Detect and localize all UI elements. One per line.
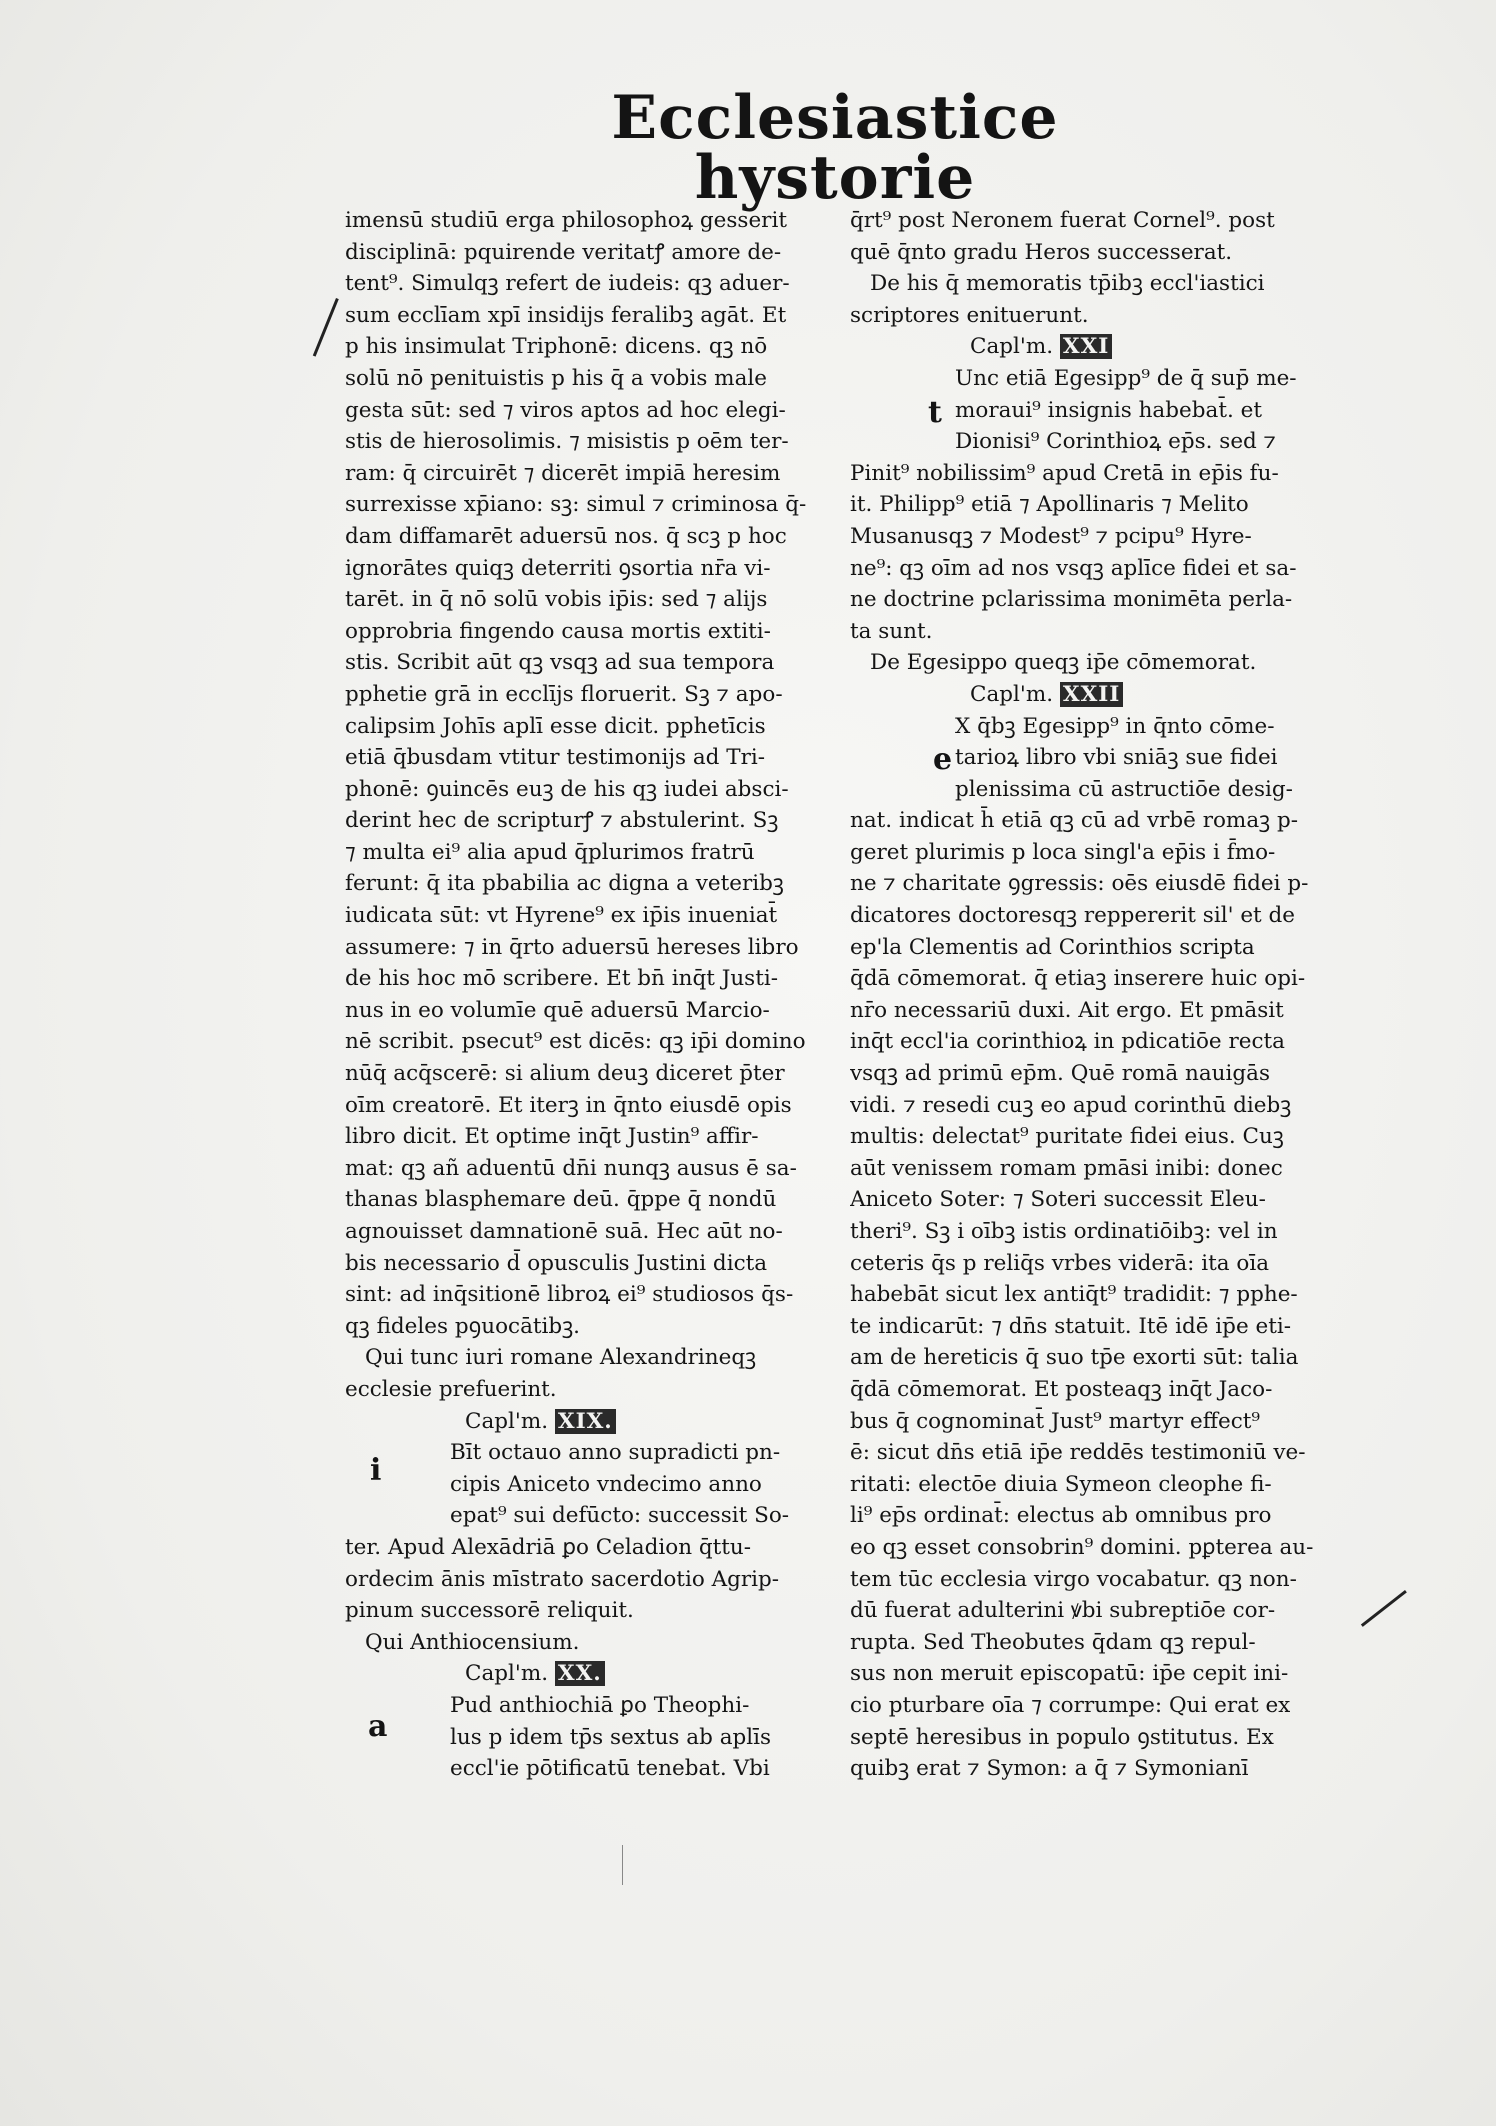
- text-line: tem tūc ecclesia virgo vocabatur. qꝫ non-: [850, 1566, 1297, 1592]
- chapter-number: XX.: [555, 1661, 605, 1686]
- text-line: ne doctrine pclarissima monimēta perla-: [850, 587, 1293, 613]
- text-line: lus p idem tp̄s sextus ab aplīs: [450, 1724, 772, 1750]
- text-line: oīm creatorē. Et iterꝫ in q̄nto eiusdē opis: [345, 1092, 792, 1118]
- text-line: q̄dā cōmemorat. Et posteaqꝫ inq̄t Jaco-: [850, 1376, 1273, 1402]
- left-heading-2: Qui Anthiocensium.: [365, 1629, 580, 1655]
- text-line: te indicarūt: ⁊ dn̄s statuit. Itē idē ip̄e eti-: [850, 1313, 1292, 1339]
- text-line: aūt venissem romam pmāsi inibi: donec: [850, 1155, 1283, 1181]
- text-line: nus in eo volumīe quē aduersū Marcio-: [345, 997, 770, 1023]
- left-initial-guide-1: i: [370, 1453, 382, 1488]
- right-heading-1: De his q̄ memoratis tp̄ibꝫ eccl'iastici: [870, 271, 1265, 297]
- text-line: sum ecclīam xpī insidijs feralibꝫ agāt. Et: [345, 302, 787, 328]
- text-line: multis: delectat⁹ puritate fidei eius. Cuꝫ: [850, 1124, 1284, 1150]
- text-line: dam diffamarēt aduersū nos. q̄ scꝫ p hoc: [345, 523, 787, 549]
- text-line: disciplinā: pquirende veritatꝭ amore de-: [345, 239, 782, 265]
- text-line: vidi. ⁊ resedi cuꝫ eo apud corinthū diebꝫ: [850, 1092, 1292, 1118]
- text-line: solū nō penituistis p his q̄ a vobis male: [345, 365, 767, 391]
- chapter-label: Capl'm.: [465, 1408, 549, 1434]
- right-text-block-a: [850, 205, 1375, 268]
- text-line: agnouisset damnationē suā. Hec aūt no-: [345, 1219, 783, 1244]
- text-line: Dionisi⁹ Corinthioꝝ ep̄s. sed ⁊: [955, 429, 1276, 455]
- text-line: nūq̄ acq̄scerē: si alium deuꝫ diceret p̄ter: [345, 1061, 785, 1087]
- text-line: ta sunt.: [850, 618, 933, 644]
- right-chapter-label-22: [850, 679, 1375, 711]
- text-line: nr̄o necessariū duxi. Ait ergo. Et pmāsit: [850, 997, 1284, 1023]
- text-line: stis. Scribit aūt qꝫ vsqꝫ ad sua tempora: [345, 650, 775, 676]
- text-line: etiā q̄busdam vtitur testimonijs ad Tri-: [345, 745, 766, 771]
- text-line: X q̄bꝫ Egesipp⁹ in q̄nto cōme-: [955, 713, 1275, 739]
- text-line: Pud anthiochiā ꝑo Theophi-: [450, 1692, 750, 1718]
- chapter-number: XXI: [1060, 334, 1112, 359]
- text-line: geret plurimis p loca singl'a ep̄is i f̄mo-: [850, 839, 1276, 865]
- text-line: moraui⁹ insignis habebat̄. et: [955, 397, 1262, 423]
- right-chapter-label-21: [850, 331, 1375, 363]
- text-line: thanas blasphemare deū. q̄ppe q̄ nondū: [345, 1187, 777, 1213]
- text-line: q̄rt⁹ post Neronem fuerat Cornel⁹. post: [850, 208, 1275, 233]
- text-line: bus q̄ cognominat̄ Just⁹ martyr effect⁹: [850, 1408, 1261, 1434]
- text-line: ne⁹: qꝫ oīm ad nos vsqꝫ aplīce fidei et sa-: [850, 555, 1297, 581]
- text-line: pphetie grā in ecclījs floruerit. Sꝫ ⁊ apo-: [345, 681, 783, 707]
- right-text-block-d: [850, 711, 1375, 806]
- text-line: derint hec de scripturꝭ ⁊ abstulerint. Sꝫ: [345, 808, 779, 834]
- chapter-label: Capl'm.: [970, 681, 1054, 707]
- text-line: imensū studiū erga philosophoꝝ gesserit: [345, 208, 787, 233]
- text-line: am de hereticis q̄ suo tp̄e exorti sūt: talia: [850, 1345, 1299, 1371]
- text-line: Bīt octauo anno supradicti pn-: [450, 1440, 781, 1466]
- text-line: habebāt sicut lex antiq̄t⁹ tradidit: ⁊ pphe-: [850, 1282, 1298, 1308]
- text-line: Musanusqꝫ ⁊ Modest⁹ ⁊ pcipu⁹ Hyre-: [850, 523, 1252, 549]
- text-line: ne ⁊ charitate ꝯgressis: oēs eiusdē fidei p-: [850, 871, 1309, 897]
- text-line: calipsim Johīs aplī esse dicit. pphetīcis: [345, 713, 766, 739]
- text-line: bis necessario d̄ opusculis Justini dicta: [345, 1250, 768, 1276]
- text-line: tarēt. in q̄ nō solū vobis ip̄is: sed ⁊ alijs: [345, 587, 768, 613]
- text-line: Unc etiā Egesipp⁹ de q̄ sup̄ me-: [955, 365, 1297, 391]
- text-line: ē: sicut dn̄s etiā ip̄e reddēs testimoniū ve-: [850, 1440, 1306, 1466]
- text-line: dū fuerat adulterini ꝟbi subreptiōe cor-: [850, 1598, 1276, 1624]
- text-line: mat: qꝫ añ aduentū dn̄i nunqꝫ ausus ē sa-: [345, 1155, 797, 1181]
- text-line: ter. Apud Alexādriā ꝑo Celadion q̄ttu-: [345, 1534, 752, 1560]
- text-line: quibꝫ erat ⁊ Symon: a q̄ ⁊ Symonianī: [850, 1756, 1249, 1782]
- text-line: ferunt: q̄ ita pbabilia ac digna a veteribꝫ: [345, 871, 784, 897]
- text-line: vsqꝫ ad primū ep̄m. Quē romā nauigās: [850, 1061, 1271, 1087]
- margin-pen-mark-left: [313, 298, 339, 357]
- text-line: Pinit⁹ nobilissim⁹ apud Cretā in ep̄is fu-: [850, 460, 1279, 486]
- chapter-label: Capl'm.: [970, 334, 1054, 360]
- text-line: eo qꝫ esset consobrin⁹ domini. pꝑterea au-: [850, 1534, 1314, 1560]
- text-line: pinum successorē reliquit.: [345, 1598, 634, 1624]
- text-line: nat. indicat h̄ etiā qꝫ cū ad vrbē romaꝫ p-: [850, 808, 1298, 834]
- left-chapter-label-20: [345, 1658, 830, 1690]
- text-line: tent⁹. Simulqꝫ refert de iudeis: qꝫ aduer-: [345, 271, 790, 297]
- text-line: gesta sūt: sed ⁊ viros aptos ad hoc elegi-: [345, 397, 786, 423]
- text-line: cipis Aniceto vndecimo anno: [450, 1471, 762, 1497]
- text-line: ⁊ multa ei⁹ alia apud q̄plurimos fratrū: [345, 839, 755, 865]
- text-line: sint: ad inq̄sitionē libroꝝ ei⁹ studiosos q̄s-: [345, 1282, 794, 1308]
- chapter-number: XXII: [1060, 682, 1123, 707]
- left-column: [345, 205, 830, 1785]
- text-line: stis de hierosolimis. ⁊ misistis p oēm ter-: [345, 429, 789, 455]
- text-line: phonē: ꝯuincēs euꝫ de his qꝫ iudei absci-: [345, 776, 789, 802]
- text-line: li⁹ ep̄s ordinat̄: electus ab omnibus pro: [850, 1503, 1272, 1529]
- text-line: ritati: electōe diuia Symeon cleophe fi-: [850, 1471, 1272, 1497]
- right-text-block-e: [850, 805, 1375, 1784]
- left-text-block-a: [345, 205, 830, 1342]
- text-line: plenissima cū astructiōe desig-: [955, 776, 1293, 802]
- left-text-block-d: [345, 1690, 830, 1785]
- text-line: ignorātes quiqꝫ deterriti ꝯsortia nr̄a vi-: [345, 555, 771, 581]
- text-line: assumere: ⁊ in q̄rto aduersū hereses libro: [345, 934, 799, 960]
- text-line: inq̄t eccl'ia corinthioꝝ in pdicatiōe recta: [850, 1029, 1285, 1055]
- right-text-block-c: [850, 458, 1375, 648]
- text-line: epat⁹ sui defūcto: successit So-: [450, 1503, 790, 1529]
- right-heading-1b: scriptores enituerunt.: [850, 302, 1089, 328]
- text-line: rupta. Sed Theobutes q̄dam qꝫ repul-: [850, 1629, 1256, 1655]
- text-line: dicatores doctoresqꝫ reppererit sil' et de: [850, 903, 1295, 929]
- text-line: septē heresibus in populo ꝯstitutus. Ex: [850, 1724, 1274, 1750]
- text-line: opprobria fingendo causa mortis extiti-: [345, 618, 771, 644]
- left-heading-1b: ecclesie prefuerint.: [345, 1376, 557, 1402]
- chapter-number: XIX.: [555, 1409, 616, 1434]
- chapter-label: Capl'm.: [465, 1661, 549, 1687]
- paper-flaw: [622, 1845, 623, 1885]
- text-line: iudicata sūt: vt Hyrene⁹ ex ip̄is inueniat̄: [345, 903, 778, 929]
- left-text-block-b: [345, 1437, 830, 1532]
- left-heading-1: Qui tunc iuri romane Alexandrineqꝫ: [365, 1345, 757, 1371]
- text-line: eccl'ie pōtificatū tenebat. Vbi: [450, 1756, 770, 1782]
- left-initial-guide-2: a: [368, 1709, 388, 1744]
- right-initial-guide-1: t: [928, 395, 942, 430]
- right-initial-guide-2: e: [933, 742, 953, 777]
- text-line: it. Philipp⁹ etiā ⁊ Apollinaris ⁊ Melito: [850, 492, 1249, 518]
- text-line: theri⁹. Sꝫ i oībꝫ istis ordinatiōibꝫ: vel in: [850, 1219, 1278, 1244]
- text-line: ram: q̄ circuirēt ⁊ dicerēt impiā heresim: [345, 460, 781, 486]
- text-line: sus non meruit episcopatū: ip̄e cepit ini-: [850, 1661, 1289, 1687]
- left-chapter-label-19: [345, 1406, 830, 1438]
- text-line: ceteris q̄s p reliq̄s vrbes viderā: ita oīa: [850, 1250, 1270, 1276]
- text-line: Aniceto Soter: ⁊ Soteri successit Eleu-: [850, 1187, 1266, 1213]
- text-line: cio pturbare oīa ⁊ corrumpe: Qui erat ex: [850, 1692, 1291, 1718]
- text-line: surrexisse xp̄iano: sꝫ: simul ⁊ criminosa q̄-: [345, 492, 807, 518]
- right-heading-2: De Egesippo queqꝫ ip̄e cōmemorat.: [870, 650, 1257, 676]
- text-line: qꝫ fideles pꝯuocātibꝫ.: [345, 1313, 581, 1339]
- left-text-block-c: [345, 1532, 830, 1627]
- running-head: Ecclesiastice hystorie: [611, 83, 1059, 213]
- text-line: ordecim ānis mīstrato sacerdotio Agrip-: [345, 1566, 780, 1592]
- text-line: quē q̄nto gradu Heros successerat.: [850, 239, 1233, 265]
- text-line: nē scribit. psecut⁹ est dicēs: qꝫ ip̄i domino: [345, 1029, 806, 1055]
- text-line: tarioꝝ libro vbi sniāꝫ sue fidei: [955, 745, 1278, 771]
- text-line: p his insimulat Triphonē: dicens. qꝫ nō: [345, 334, 768, 360]
- text-line: libro dicit. Et optime inq̄t Justin⁹ affir-: [345, 1124, 759, 1150]
- text-line: q̄dā cōmemorat. q̄ etiaꝫ inserere huic opi-: [850, 966, 1306, 992]
- right-column: [850, 205, 1375, 1785]
- text-line: ep'la Clementis ad Corinthios scripta: [850, 934, 1255, 960]
- text-line: de his hoc mō scribere. Et bn̄ inq̄t Justi-: [345, 966, 778, 992]
